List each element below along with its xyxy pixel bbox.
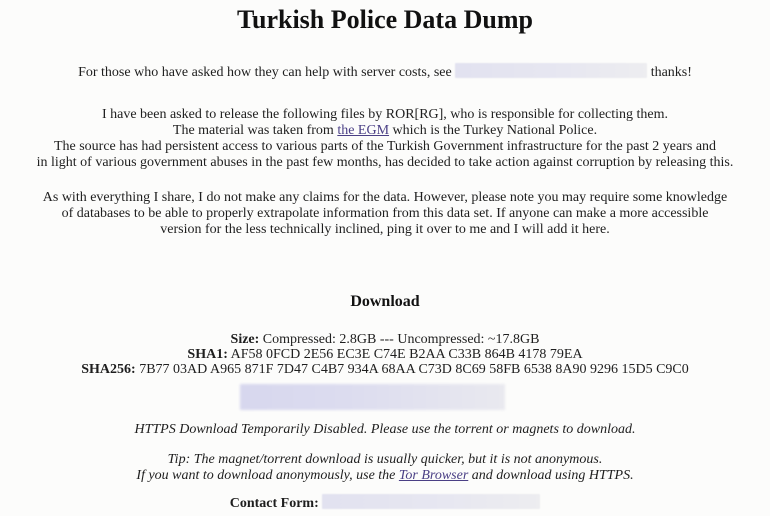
sha256-value: 7B77 03AD A965 871F 7D47 C4B7 934A 68AA C73D 8C69 58FB 6538 8A90 9296 15D5 C9C0: [139, 362, 689, 377]
server-costs-thanks: thanks!: [650, 65, 692, 80]
release-line-4: in light of various government abuses in the past few months, has decided to take action against corruption by releasing this.: [36, 155, 734, 170]
contact-form-line: [0, 494, 770, 512]
sha256-line: [0, 362, 770, 377]
redacted-torrent-magnet-links: [240, 384, 505, 410]
disclaimer-line-2: of databases to be able to properly extrapolate information from this data set. If anyone can make a more accessible: [61, 206, 709, 221]
disclaimer-line-1: As with everything I share, I do not make any claims for the data. However, please note you may require some knowledge: [42, 190, 728, 205]
tip-line-1: Tip: The magnet/torrent download is usually quicker, but it is not anonymous.: [167, 452, 603, 467]
redacted-donation-info: [455, 63, 647, 78]
sha1-line: [0, 347, 770, 362]
server-costs-text: For those who have asked how they can help with server costs, see: [78, 65, 452, 80]
release-paragraph: [0, 107, 770, 171]
size-label: Size:: [230, 332, 260, 347]
release-line-1: I have been asked to release the following files by ROR[RG], who is responsible for collecting them.: [101, 107, 669, 122]
disclaimer-paragraph: [0, 190, 770, 238]
redacted-contact-form-link: [322, 494, 540, 509]
tip-line-2-prefix: If you want to download anonymously, use the: [136, 468, 396, 483]
tip-line-2-suffix: and download using HTTPS.: [471, 468, 634, 483]
release-line-2-suffix: which is the Turkey National Police.: [392, 123, 598, 138]
release-line-2: [0, 123, 770, 139]
disclaimer-line-3: version for the less technically inclined, ping it over to me and I will add it here.: [160, 222, 610, 237]
release-line-3: The source has had persistent access to various parts of the Turkish Government infrastructure for the past 2 years and: [53, 139, 717, 154]
egm-link[interactable]: the EGM: [337, 123, 390, 138]
contact-form-label: Contact Form:: [229, 496, 319, 511]
tip-line-2: [0, 468, 770, 484]
https-disabled-notice: HTTPS Download Temporarily Disabled. Please use the torrent or magnets to download.: [134, 422, 636, 437]
sha1-value: AF58 0FCD 2E56 EC3E C74E B2AA C33B 864B 4178 79EA: [230, 347, 583, 362]
size-value: Compressed: 2.8GB --- Uncompressed: ~17.8GB: [262, 332, 540, 347]
sha1-label: SHA1:: [187, 347, 228, 362]
release-line-2-prefix: The material was taken from: [172, 123, 334, 138]
tip-paragraph: [0, 452, 770, 484]
download-info: [0, 332, 770, 377]
server-costs-line: [0, 63, 770, 81]
tor-browser-link[interactable]: Tor Browser: [398, 468, 469, 483]
download-heading: Download: [350, 293, 420, 310]
sha256-label: SHA256:: [81, 362, 136, 377]
size-line: [0, 332, 770, 347]
page-title: Turkish Police Data Dump: [237, 5, 533, 34]
